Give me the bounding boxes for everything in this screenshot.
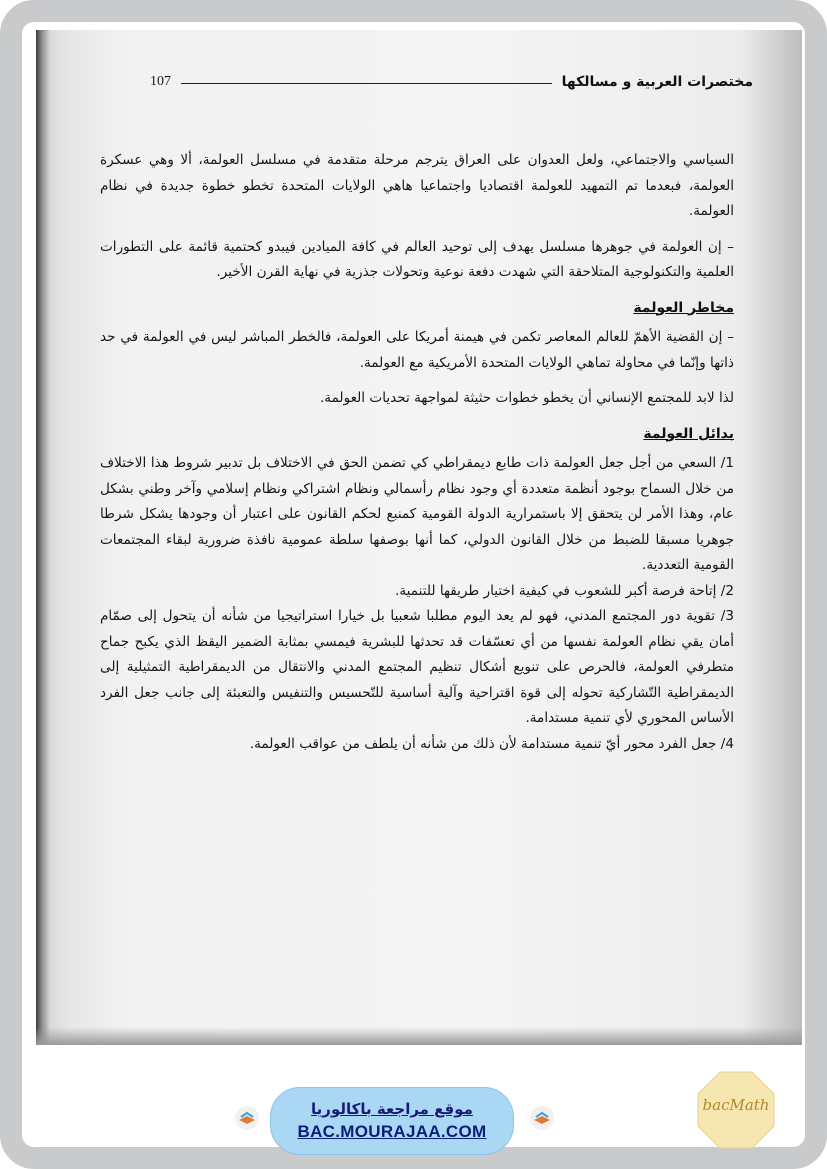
book-logo-icon [527,1105,557,1131]
alternative-item-1: 1/ السعي من أجل جعل العولمة ذات طابع ديمقراطي كي تضمن الحق في الاختلاف بل تدبير شروط هذا الاختلاف من خلال السماح بوجود أنظمة متعددة أي وجود نظام رأسمالي ونظام اشتراكي ونظام إسلامي وآخر وطني بشكل عام، وهذا الأمر لن يتحقق إلا باستمرارية الدولة القومية كمنبع لحكم القانون على اعتبار أن وجودها يشكل شرطا جوهريا مسبقا للضبط من خلال القانون الدولي، كما أنها بوصفها سلطة عمومية نافذة ضرورية لبقاء المجتمعات القومية التعددية. [100,455,734,573]
alternative-item-3: 3/ تقوية دور المجتمع المدني، فهو لم يعد اليوم مطلبا شعبيا بل خيارا استراتيجيا من شأنه أن يتحول إلى صمّام أمان يقي نظام العولمة نفسها من أي تعسّفات قد تحدثها للبشرية فيمسي بمثابة الضمير اليقظ الذي يكبح جماح متطرفي العولمة، فالحرص على تنويع أشكال تنظيم المجتمع المدني والانتقال من الديمقراطية التمثيلية إلى الديمقراطية التّشاركية تحوله إلى قوة اقتراحية وآلية أساسية للتّحسيس والتنفيس والتعبئة إلى جانب جعل الفرد الأساس المحوري لأي تنمية مستدامة. [100,608,734,726]
scan-shadow-bottom [36,1027,802,1045]
alternative-item-2: 2/ إتاحة فرصة أكبر للشعوب في كيفية اختيار طريقها للتنمية. [395,582,734,599]
heading-globalization-alternatives: بدائل العولمة [643,425,734,442]
alternative-item-4: 4/ جعل الفرد محور أيّ تنمية مستدامة لأن ذلك من شأنه أن يلطف من عواقب العولمة. [249,735,734,752]
site-url-link[interactable]: BAC.MOURAJAA.COM [297,1122,487,1141]
page-number: 107 [150,74,171,89]
page-body [100,148,734,757]
bacmath-logo [696,1070,776,1150]
running-header [150,62,753,90]
paragraph-globalization-essence: – إن العولمة في جوهرها مسلسل يهدف إلى توحيد العالم في كافة الميادين فيبدو كحتمية قائمة على التطورات العلمية والتكنولوجية المتلاحقة التي شهدت دفعة نوعية وتحولات جذرية في نهاية القرن الأخير. [100,238,734,280]
header-rule [181,83,552,84]
bacmath-logo-text: bacMath [702,1096,770,1114]
site-badge[interactable] [270,1087,514,1155]
scan-shadow-left [36,30,50,1045]
paragraph-risks: – إن القضية الأهمّ للعالم المعاصر تكمن في هيمنة أمريكا على العولمة، فالخطر المباشر ليس في العولمة في حد ذاتها وإنّما في محاولة تماهي الولايات المتحدة الأمريكية مع العولمة. [100,329,734,371]
paragraph-intro: السياسي والاجتماعي، ولعل العدوان على العراق يترجم مرحلة متقدمة في مسلسل العولمة، ألا وهي عسكرة العولمة، فبعدما تم التمهيد للعولمة اقتصاديا واجتماعيا هاهي الولايات المتحدة تخطو خطوة جديدة في نظام العولمة. [100,152,734,219]
site-name[interactable]: موقع مراجعة باكالوريا [311,1100,473,1118]
paragraph-conclusion: لذا لابد للمجتمع الإنساني أن يخطو خطوات حثيثة لمواجهة تحديات العولمة. [319,390,734,406]
book-logo-icon [232,1105,262,1131]
heading-globalization-risks: مخاطر العولمة [633,299,734,316]
book-title: مختصرات العربية و مسالكها [561,74,753,90]
